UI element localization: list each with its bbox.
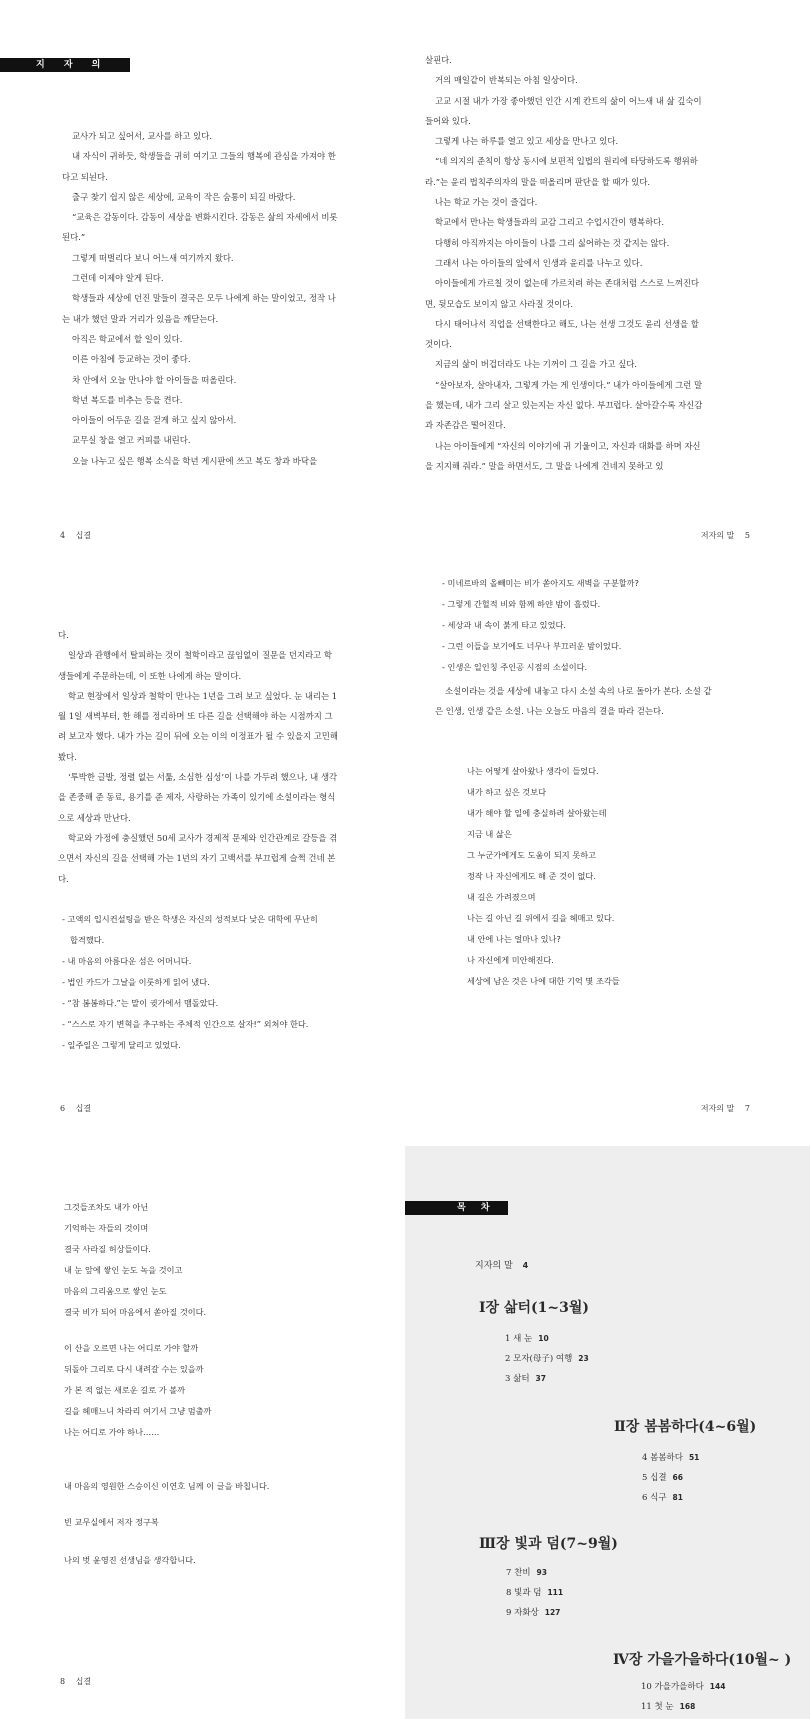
folio [701, 1103, 750, 1114]
poem-line: 나는 어디로 가야 하나…… [64, 1427, 160, 1437]
toc-entry [506, 1606, 560, 1618]
body-text [62, 126, 340, 471]
author-signature: 빈 교무실에서 저자 정구복 [64, 1517, 159, 1527]
folio [701, 530, 750, 541]
paragraph: 고교 시절 내가 가장 좋아했던 인간 시계 칸트의 삶이 어느새 내 삶 깊숙이 들어와 있다. [425, 95, 702, 126]
toc-entry [505, 1352, 589, 1364]
poem-line: 가 본 적 없는 새로운 길로 가 볼까 [64, 1385, 186, 1395]
chapter-title: Ⅱ장 봄봄하다(4~6월) [614, 1419, 757, 1435]
toc-entry [505, 1372, 546, 1384]
page-number: 4 [60, 531, 66, 540]
toc-entry [642, 1491, 683, 1503]
poem-line: 지금 내 삶은 [467, 829, 512, 839]
running-title: 십결 [75, 531, 92, 540]
paragraph: 소설이라는 것을 세상에 내놓고 다시 소설 속의 나로 돌아가 본다. 소설 같은 인생, 인생 같은 소설. 나는 오늘도 마음의 결을 따라 걷는다. [435, 686, 712, 717]
paragraph: 학년 복도를 비추는 등을 켠다. [72, 394, 183, 405]
table-of-contents [405, 1146, 810, 1719]
dedication: 내 마음의 영원한 스승이신 이연호 님께 이 글을 바칩니다. [64, 1481, 270, 1491]
page-6 [0, 573, 405, 1146]
paragraph: 그런데 이제야 알게 된다. [72, 273, 164, 284]
running-title: 저자의 말 [700, 531, 735, 540]
closing-note: 나의 벗 윤영진 선생님을 생각합니다. [64, 1555, 196, 1565]
toc-page-number: 111 [547, 1588, 564, 1597]
toc-entry-label: 11 첫 눈 [641, 1702, 674, 1712]
body-text [58, 625, 338, 889]
toc-page-number: 127 [544, 1608, 561, 1617]
paragraph: 학교 현장에서 일상과 철학이 만나는 1년을 그려 보고 싶었다. 눈 내리는 1월 1일 새벽부터, 한 해를 정리하며 또 다른 길을 선택해야 하는 시점까지 그려 보고자 했다. 내가 가는 길이 뒤에 오는 이의 이정표가 될 수 있을지 고민해 봤다. [58, 690, 338, 762]
paragraph: 아이들에게 가르칠 것이 없는데 가르치려 하는 존대처럼 스스로 느껴진다면, 뒷모습도 보이지 않고 사라질 것이다. [425, 278, 700, 309]
section-header-bar: 지 자 의 말 [0, 58, 130, 72]
chapter-title: Ⅰ장 삶터(1~3월) [479, 1300, 589, 1316]
toc-page-number: 37 [535, 1374, 546, 1383]
toc-entry-label: 5 십결 [642, 1473, 667, 1483]
toc-entry [641, 1700, 695, 1712]
page-8 [0, 1146, 405, 1719]
paragraph: 교사가 되고 싶어서, 교사를 하고 있다. [72, 131, 212, 141]
body-text [425, 50, 705, 476]
paragraph: 다. [58, 630, 69, 640]
toc-entry-label: 2 모자(母子) 여행 [505, 1354, 573, 1364]
paragraph: 차 안에서 오늘 만나야 할 아이들을 떠올린다. [72, 374, 237, 385]
paragraph: 살핀다. [425, 55, 452, 65]
toc-page-number: 81 [672, 1493, 683, 1502]
paragraph: 오늘 나누고 싶은 행복 소식을 학년 게시판에 쓰고 복도 창과 바닥을 [72, 455, 318, 466]
toc-entry-label: 10 가을가을하다 [641, 1682, 704, 1692]
list-item: - 미네르바의 올빼미는 비가 쏟아지도 새벽을 구분할까? [442, 578, 639, 588]
chapter-title: Ⅲ장 빛과 덤(7~9월) [479, 1536, 618, 1552]
poem-line: 이 산을 오르면 나는 어디로 가야 할까 [64, 1343, 199, 1353]
folio [60, 1103, 91, 1114]
page-5 [405, 0, 810, 573]
list-item: - 고액의 입시컨설팅을 받은 학생은 자신의 성적보다 낮은 대학에 무난히 [62, 914, 318, 924]
running-title: 저자의 말 [700, 1104, 735, 1113]
paragraph: 그렇게 떠벌리다 보니 어느새 여기까지 왔다. [72, 252, 234, 263]
folio [60, 1676, 91, 1687]
poem-line: 내가 해야 할 일에 충실하려 살아왔는데 [467, 808, 607, 818]
poem-line: 그 누군가에게도 도움이 되지 못하고 [467, 850, 597, 860]
paragraph: 일상과 관행에서 탈피하는 것이 철학이라고 끊임없이 질문을 던지라고 학생들에게 주문하는데, 이 또한 나에게 하는 말이다. [58, 650, 333, 681]
list-item: - “스스로 자기 변혁을 추구하는 주체적 인간으로 살자!” 외쳐야 한다. [62, 1019, 309, 1029]
paragraph: 나는 아이들에게 “자신의 이야기에 귀 기울이고, 자신과 대화를 하며 자신을 지지해 줘라.” 말을 하면서도, 그 말을 나에게 건네지 못하고 있 [425, 440, 701, 471]
poem-line: 나 자신에게 미안해진다. [467, 955, 554, 965]
body-text [435, 681, 718, 722]
poem-line: 결국 사라질 허상들이다. [64, 1244, 151, 1254]
toc-header-bar: 목 차 [405, 1201, 508, 1215]
poem [467, 761, 620, 992]
page-4 [0, 0, 405, 573]
list-item: - 일주일은 그렇게 달리고 있었다. [62, 1040, 181, 1050]
paragraph: 거의 매일같이 반복되는 아침 일상이다. [435, 75, 578, 86]
page-number: 7 [744, 1104, 750, 1113]
toc-intro [475, 1258, 528, 1271]
paragraph: “교육은 감동이다. 감동이 세상을 변화시킨다. 감동은 삶의 자세에서 비롯된다.” [62, 212, 338, 243]
paragraph: 다행히 아직까지는 아이들이 나를 그리 싫어하는 것 같지는 않다. [435, 237, 670, 248]
toc-entry [642, 1471, 683, 1483]
folio [60, 530, 91, 541]
poem-line: 길을 헤매느니 차라리 여기서 그냥 멈출까 [64, 1406, 212, 1416]
page-number: 8 [60, 1677, 66, 1686]
list-item: 합격했다. [70, 935, 105, 945]
page-number: 6 [60, 1104, 66, 1113]
toc-entry-label: 4 봄봄하다 [642, 1453, 683, 1463]
paragraph: ‘투박한 글발, 정렬 없는 서툶, 소심한 심성’이 나를 가두려 했으나, 내 생각을 존중해 준 동료, 용기를 준 제자, 사랑하는 가족이 있기에 소설이라는 형식으로 세상과 만난다. [58, 772, 338, 823]
poem-line: 내 눈 앞에 쌓인 눈도 녹을 것이고 [64, 1265, 183, 1275]
paragraph: 교무실 창을 열고 커피를 내린다. [72, 435, 191, 446]
toc-entry [505, 1332, 549, 1344]
poem-line: 뒤돌아 그리로 다시 내려갈 수는 있을까 [64, 1364, 204, 1374]
poem-line: 세상에 남은 것은 나에 대한 기억 몇 조각들 [467, 976, 620, 986]
poem [64, 1197, 211, 1443]
toc-entry-label: 6 식구 [642, 1493, 667, 1503]
toc-entry [642, 1451, 699, 1463]
toc-page-number: 23 [578, 1354, 589, 1363]
toc-entry-label: 9 자화상 [506, 1608, 539, 1618]
poem-line: 그것들조차도 내가 아닌 [64, 1202, 149, 1212]
poem-line: 기억하는 자들의 것이며 [64, 1223, 149, 1233]
running-title: 십결 [75, 1677, 92, 1686]
poem-line: 내가 하고 싶은 것보다 [467, 787, 546, 797]
toc-page-number: 10 [538, 1334, 549, 1343]
paragraph: 그렇게 나는 하루를 열고 있고 세상을 만나고 있다. [435, 136, 619, 147]
poem-line: 나는 어떻게 살아왔나 생각이 들었다. [467, 766, 599, 776]
toc-page-number: 4 [522, 1261, 529, 1270]
running-title: 십결 [75, 1104, 92, 1113]
paragraph: 학생들과 세상에 던진 말들이 결국은 모두 나에게 하는 말이었고, 정작 나는 내가 했던 말과 거리가 있음을 깨닫는다. [62, 293, 336, 324]
page-number: 5 [744, 531, 750, 540]
toc-page-number: 93 [536, 1568, 547, 1577]
list-item: - 그렇게 간헐적 비와 함께 하얀 밤이 흘렀다. [442, 599, 601, 609]
toc-intro-label: 지자의 말 [475, 1261, 513, 1271]
list-item: - 법인 카드가 그날을 이룻하게 읽어 냈다. [62, 977, 210, 987]
toc-entry-label: 7 찬비 [506, 1568, 531, 1578]
toc-entry [641, 1680, 725, 1692]
paragraph: 이른 아침에 등교하는 것이 좋다. [72, 354, 191, 365]
toc-entry [506, 1566, 547, 1578]
list-item: - 세상과 내 속이 붉게 타고 있었다. [442, 620, 566, 630]
toc-entry-label: 8 빛과 덤 [506, 1588, 542, 1598]
paragraph: 아직은 학교에서 할 일이 있다. [72, 333, 183, 344]
paragraph: 그래서 나는 아이들의 앞에서 인생과 윤리를 나누고 있다. [435, 257, 643, 268]
toc-page-number: 51 [688, 1453, 700, 1462]
poem-line: 마음의 그리움으로 쌓인 눈도 [64, 1286, 167, 1296]
toc-page-number: 168 [679, 1702, 696, 1711]
paragraph: 아이들이 어두운 길을 걷게 하고 싶지 않아서. [72, 415, 237, 426]
poem-line: 정작 나 자신에게도 해 준 것이 없다. [467, 871, 596, 881]
paragraph: 다시 태어나서 직업을 선택한다고 해도, 나는 선생 그것도 윤리 선생을 할 것이다. [425, 318, 699, 350]
poem-line: 나는 길 아닌 길 위에서 길을 헤매고 있다. [467, 913, 615, 923]
toc-entry [506, 1586, 563, 1598]
quote-list [62, 909, 318, 1056]
paragraph: 내 자식이 귀하듯, 학생들을 귀히 여기고 그들의 행복에 관심을 가져야 한다고 되뇐다. [62, 151, 336, 182]
toc-entry-label: 1 새 눈 [505, 1334, 533, 1344]
list-item: - 그런 이들을 보기에도 너무나 부끄러운 밤이었다. [442, 641, 622, 651]
page-7 [405, 573, 810, 1146]
paragraph: 학교에서 만나는 학생들과의 교감 그리고 수업시간이 행복하다. [435, 217, 664, 228]
paragraph: 출구 찾기 쉽지 않은 세상에, 교육이 작은 숨통이 되길 바랐다. [72, 191, 296, 202]
list-item: - 내 마음의 아름다운 섬은 어머니다. [62, 956, 192, 966]
poem-line: 내 안에 나는 얼마나 있나? [467, 934, 561, 944]
toc-page-number: 144 [709, 1682, 726, 1691]
toc-entry-label: 3 삶터 [505, 1374, 530, 1384]
quote-list [442, 573, 639, 678]
list-item: - 인생은 일인칭 주인공 시점의 소설이다. [442, 662, 588, 672]
toc-page-number: 66 [672, 1473, 683, 1482]
paragraph: 나는 학교 가는 것이 즐겁다. [435, 197, 538, 208]
paragraph: “살아보자, 살아내자, 그렇게 가는 게 인생이다.” 내가 아이들에게 그런 말을 했는데, 내가 그리 살고 있는지는 자신 없다. 부끄럽다. 살아갈수록 자신감과 자존감은 떨어진다. [425, 379, 703, 431]
chapter-title: Ⅳ장 가을가을하다(10월~ ) [613, 1652, 792, 1668]
paragraph: 학교와 가정에 충실했던 50세 교사가 경제적 문제와 인간관계로 갈등을 겪으면서 자신의 길을 선택해 가는 1년의 자기 고백서를 부끄럽게 슬쩍 건네 본다. [58, 832, 338, 884]
paragraph: 지금의 삶이 버겁더라도 나는 기꺼이 그 길을 가고 싶다. [435, 359, 637, 370]
poem-line: 내 길은 가려졌으며 [467, 892, 536, 902]
paragraph: “네 의지의 준칙이 항상 동시에 보편적 입법의 원리에 타당하도록 행위하라.”는 윤리 법칙주의자의 말을 떠올리며 판단을 할 때가 있다. [425, 156, 698, 187]
list-item: - “참 봄봄하다.”는 말이 귓가에서 맴돌았다. [62, 998, 219, 1008]
poem-line: 결국 비가 되어 마음에서 쏟아질 것이다. [64, 1307, 207, 1317]
